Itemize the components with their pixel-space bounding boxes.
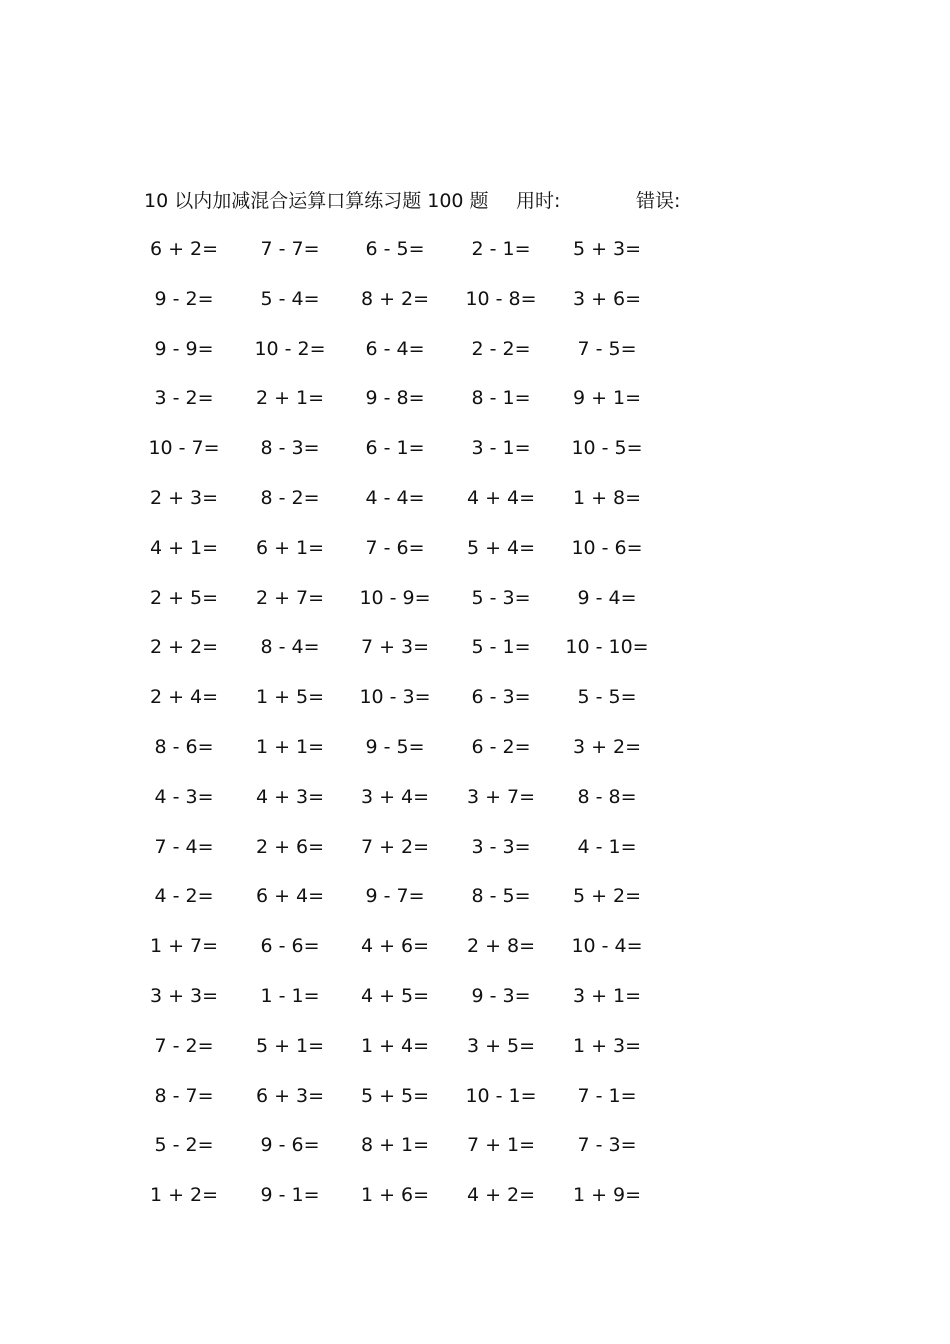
arithmetic-problem: 4 - 1= xyxy=(577,835,637,858)
problem-row xyxy=(0,931,950,981)
arithmetic-problem: 8 - 7= xyxy=(154,1084,214,1107)
arithmetic-problem: 9 - 3= xyxy=(471,984,531,1007)
arithmetic-problem: 9 + 1= xyxy=(572,387,642,410)
arithmetic-problem: 9 - 7= xyxy=(365,885,425,908)
arithmetic-problem: 6 + 2= xyxy=(149,238,219,260)
problem-row xyxy=(0,433,950,483)
arithmetic-problem: 1 + 4= xyxy=(360,1034,430,1057)
problem-row xyxy=(0,881,950,931)
arithmetic-problem: 8 - 6= xyxy=(154,735,214,758)
arithmetic-problem: 8 - 2= xyxy=(260,486,320,509)
arithmetic-problem: 2 + 2= xyxy=(149,636,219,659)
arithmetic-problem: 2 + 3= xyxy=(149,486,219,509)
arithmetic-problem: 8 + 2= xyxy=(360,287,430,310)
arithmetic-problem: 9 - 4= xyxy=(577,586,637,609)
problem-row xyxy=(0,1031,950,1081)
arithmetic-problem: 7 + 1= xyxy=(466,1134,536,1157)
arithmetic-problem: 5 - 3= xyxy=(471,586,531,609)
arithmetic-problem: 5 - 2= xyxy=(154,1134,214,1157)
arithmetic-problem: 2 + 6= xyxy=(255,835,325,858)
arithmetic-problem: 8 - 4= xyxy=(260,636,320,659)
arithmetic-problem: 6 - 3= xyxy=(471,686,531,709)
arithmetic-problem: 6 - 4= xyxy=(365,337,425,360)
arithmetic-problem: 5 + 5= xyxy=(360,1084,430,1107)
arithmetic-problem: 1 + 6= xyxy=(360,1184,430,1207)
problem-row xyxy=(0,533,950,583)
arithmetic-problem: 8 - 3= xyxy=(260,437,320,460)
arithmetic-problem: 3 + 2= xyxy=(572,735,642,758)
arithmetic-problem: 5 + 2= xyxy=(572,885,642,908)
arithmetic-problem: 2 + 1= xyxy=(255,387,325,410)
arithmetic-problem: 3 - 1= xyxy=(471,437,531,460)
arithmetic-problem: 8 - 8= xyxy=(577,785,637,808)
arithmetic-problem: 4 + 6= xyxy=(360,935,430,958)
arithmetic-problem: 2 + 8= xyxy=(466,935,536,958)
arithmetic-problem: 9 - 9= xyxy=(154,337,214,360)
arithmetic-problem: 10 - 4= xyxy=(571,935,643,958)
arithmetic-problem: 7 - 6= xyxy=(365,536,425,559)
arithmetic-problem: 2 - 1= xyxy=(471,238,531,260)
arithmetic-problem: 4 + 2= xyxy=(466,1184,536,1207)
arithmetic-problem: 1 + 3= xyxy=(572,1034,642,1057)
arithmetic-problem: 9 - 6= xyxy=(260,1134,320,1157)
arithmetic-problem: 10 - 2= xyxy=(254,337,326,360)
errors-label: 错误: xyxy=(636,190,681,212)
arithmetic-problem: 2 + 5= xyxy=(149,586,219,609)
arithmetic-problem: 4 + 5= xyxy=(360,984,430,1007)
arithmetic-problem: 4 - 4= xyxy=(365,486,425,509)
arithmetic-problem: 1 + 2= xyxy=(149,1184,219,1207)
arithmetic-problem: 9 - 1= xyxy=(260,1184,320,1207)
arithmetic-problem: 2 + 7= xyxy=(255,586,325,609)
arithmetic-problem: 9 - 8= xyxy=(365,387,425,410)
arithmetic-problem: 6 + 3= xyxy=(255,1084,325,1107)
arithmetic-problem: 9 - 2= xyxy=(154,287,214,310)
arithmetic-problem: 5 - 5= xyxy=(577,686,637,709)
arithmetic-problem: 8 + 1= xyxy=(360,1134,430,1157)
arithmetic-problem: 4 + 1= xyxy=(149,536,219,559)
problem-row xyxy=(0,1130,950,1180)
arithmetic-problem: 3 + 6= xyxy=(572,287,642,310)
arithmetic-problem: 10 - 1= xyxy=(465,1084,537,1107)
arithmetic-problem: 3 + 4= xyxy=(360,785,430,808)
arithmetic-problem: 7 - 5= xyxy=(577,337,637,360)
problem-grid xyxy=(0,234,950,1230)
arithmetic-problem: 7 - 2= xyxy=(154,1034,214,1057)
arithmetic-problem: 6 - 1= xyxy=(365,437,425,460)
arithmetic-problem: 2 - 2= xyxy=(471,337,531,360)
arithmetic-problem: 7 - 4= xyxy=(154,835,214,858)
problem-row xyxy=(0,583,950,633)
problem-row xyxy=(0,782,950,832)
arithmetic-problem: 10 - 3= xyxy=(359,686,431,709)
arithmetic-problem: 7 - 7= xyxy=(260,238,320,260)
arithmetic-problem: 3 + 5= xyxy=(466,1034,536,1057)
arithmetic-problem: 3 + 3= xyxy=(149,984,219,1007)
problem-row xyxy=(0,632,950,682)
problem-row xyxy=(0,483,950,533)
problem-row xyxy=(0,383,950,433)
worksheet-title: 10 以内加减混合运算口算练习题 100 题 xyxy=(144,190,489,212)
problem-row xyxy=(0,832,950,882)
problem-row xyxy=(0,284,950,334)
arithmetic-problem: 10 - 10= xyxy=(565,636,649,659)
arithmetic-problem: 6 + 1= xyxy=(255,536,325,559)
arithmetic-problem: 5 - 4= xyxy=(260,287,320,310)
problem-row xyxy=(0,981,950,1031)
arithmetic-problem: 2 + 4= xyxy=(149,686,219,709)
arithmetic-problem: 9 - 5= xyxy=(365,735,425,758)
arithmetic-problem: 6 - 2= xyxy=(471,735,531,758)
problem-row xyxy=(0,682,950,732)
arithmetic-problem: 8 - 5= xyxy=(471,885,531,908)
problem-row xyxy=(0,732,950,782)
arithmetic-problem: 5 - 1= xyxy=(471,636,531,659)
time-used-label: 用时: xyxy=(516,190,561,212)
arithmetic-problem: 6 + 4= xyxy=(255,885,325,908)
arithmetic-problem: 8 - 1= xyxy=(471,387,531,410)
arithmetic-problem: 1 - 1= xyxy=(260,984,320,1007)
arithmetic-problem: 1 + 7= xyxy=(149,935,219,958)
arithmetic-problem: 10 - 5= xyxy=(571,437,643,460)
arithmetic-problem: 4 + 3= xyxy=(255,785,325,808)
arithmetic-problem: 1 + 1= xyxy=(255,735,325,758)
arithmetic-problem: 4 - 3= xyxy=(154,785,214,808)
arithmetic-problem: 5 + 1= xyxy=(255,1034,325,1057)
arithmetic-problem: 3 - 3= xyxy=(471,835,531,858)
arithmetic-problem: 10 - 6= xyxy=(571,536,643,559)
arithmetic-problem: 1 + 5= xyxy=(255,686,325,709)
arithmetic-problem: 1 + 8= xyxy=(572,486,642,509)
arithmetic-problem: 10 - 7= xyxy=(148,437,220,460)
arithmetic-problem: 7 - 1= xyxy=(577,1084,637,1107)
arithmetic-problem: 7 + 3= xyxy=(360,636,430,659)
arithmetic-problem: 4 - 2= xyxy=(154,885,214,908)
problem-row xyxy=(0,234,950,284)
arithmetic-problem: 7 - 3= xyxy=(577,1134,637,1157)
problem-row xyxy=(0,334,950,384)
arithmetic-problem: 3 - 2= xyxy=(154,387,214,410)
arithmetic-problem: 10 - 8= xyxy=(465,287,537,310)
arithmetic-problem: 4 + 4= xyxy=(466,486,536,509)
arithmetic-problem: 10 - 9= xyxy=(359,586,431,609)
arithmetic-problem: 3 + 1= xyxy=(572,984,642,1007)
arithmetic-problem: 6 - 5= xyxy=(365,238,425,260)
arithmetic-problem: 7 + 2= xyxy=(360,835,430,858)
arithmetic-problem: 6 - 6= xyxy=(260,935,320,958)
arithmetic-problem: 5 + 4= xyxy=(466,536,536,559)
arithmetic-problem: 3 + 7= xyxy=(466,785,536,808)
arithmetic-problem: 5 + 3= xyxy=(572,238,642,260)
problem-row xyxy=(0,1180,950,1230)
arithmetic-problem: 1 + 9= xyxy=(572,1184,642,1207)
problem-row xyxy=(0,1081,950,1131)
